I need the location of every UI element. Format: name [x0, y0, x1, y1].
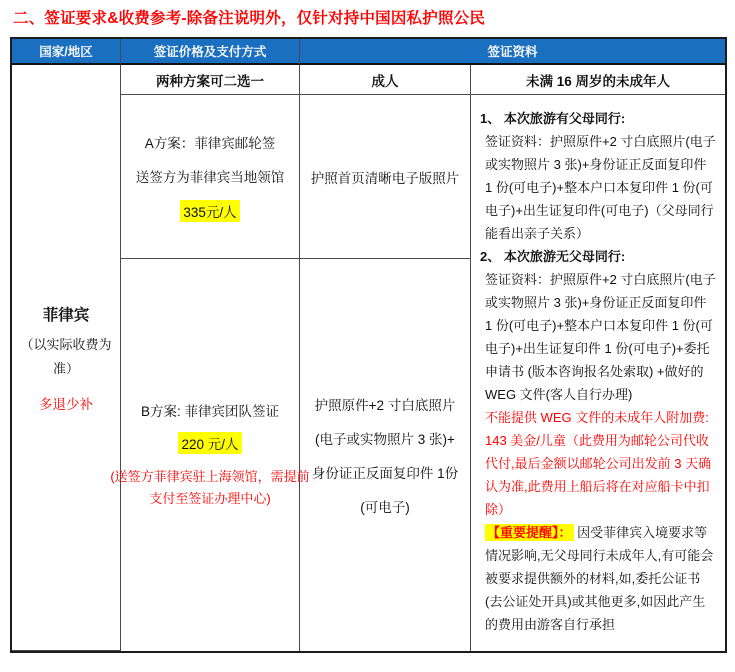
weg-surcharge-note: 不能提供 WEG 文件的未成年人附加费: 143 美金/儿童（此费用为邮轮公司代收代付,最后金额以邮轮公司出发前 3 天确认为准,此费用上船后将在对应船卡中扣除） — [485, 410, 712, 517]
minor-requirements-cell — [471, 95, 725, 651]
header-price-payment: 签证价格及支付方式 — [121, 39, 300, 65]
header-visa-materials: 签证资料 — [300, 39, 725, 65]
header-country: 国家/地区 — [12, 39, 121, 65]
plan-b-adult-doc-line: 身份证正反面复印件 1份 — [311, 466, 459, 481]
important-reminder — [480, 521, 717, 636]
subheader-plan-choice: 两种方案可二选一 — [121, 65, 300, 95]
plan-b-cell — [110, 259, 310, 651]
plan-b-price: 220 元/人 — [178, 432, 241, 454]
plan-a-adult-docs: 护照首页清晰电子版照片 — [300, 95, 471, 259]
plan-b-adult-doc-line: (电子或实物照片 3 张)+ — [315, 432, 455, 447]
plan-a-price: 335元/人 — [180, 200, 239, 222]
minor-item2-title: 2、 本次旅游无父母同行: — [480, 249, 626, 264]
important-reminder-label: 【重要提醒】： — [487, 525, 572, 540]
plan-a-title: A方案：菲律宾邮轮签 — [144, 135, 276, 151]
minor-item1-title: 1、 本次旅游有父母同行: — [480, 111, 626, 126]
plan-b-title: B方案: 菲律宾团队签证 — [140, 404, 279, 419]
country-refund-note: 多退少补 — [39, 396, 93, 412]
plan-b-payment-note: (送签方菲律宾驻上海领馆，需提前支付至签证办理中心) — [110, 469, 310, 506]
plan-b-adult-docs — [300, 259, 471, 651]
subheader-adult: 成人 — [300, 65, 471, 95]
plan-a-consulate: 送签方为菲律宾当地领馆 — [135, 169, 285, 185]
subheader-minor: 未满 16 周岁的未成年人 — [471, 65, 725, 95]
important-reminder-body: 因受菲律宾入境要求等情况影响,无父母同行未成年人,有可能会被要求提供额外的材料,如,委托公证书(去公证处开具)或其他更多,如因此产生的费用由游客自行承担 — [485, 525, 714, 632]
visa-requirements-table — [10, 37, 727, 653]
plan-a-cell — [121, 95, 300, 259]
country-cell — [12, 65, 121, 651]
minor-item1-body: 签证资料：护照原件+2 寸白底照片(电子或实物照片 3 张)+身份证正反面复印件 1 份(可电子)+整本户口本复印件 1 份(可电子)+出生证复印件(可电子)（父母同行能看出亲子关系） — [485, 134, 716, 241]
country-name: 菲律宾 — [42, 306, 90, 324]
country-fee-note: （以实际收费为准） — [20, 336, 112, 376]
minor-item2-body: 签证资料：护照原件+2 寸白底照片(电子或实物照片 3 张)+身份证正反面复印件 1 份(可电子)+整本户口本复印件 1 份(可电子)+出生证复印件 1 份(可电子)+委托申请书 (版本咨询报名处索取) +做好的 WEG 文件(客人自行办理) — [485, 272, 716, 402]
page-title: 二、签证要求&收费参考-除备注说明外，仅针对持中国因私护照公民 — [13, 10, 486, 27]
plan-b-adult-doc-line: (可电子) — [360, 500, 410, 515]
plan-b-adult-doc-line: 护照原件+2 寸白底照片 — [314, 398, 456, 413]
